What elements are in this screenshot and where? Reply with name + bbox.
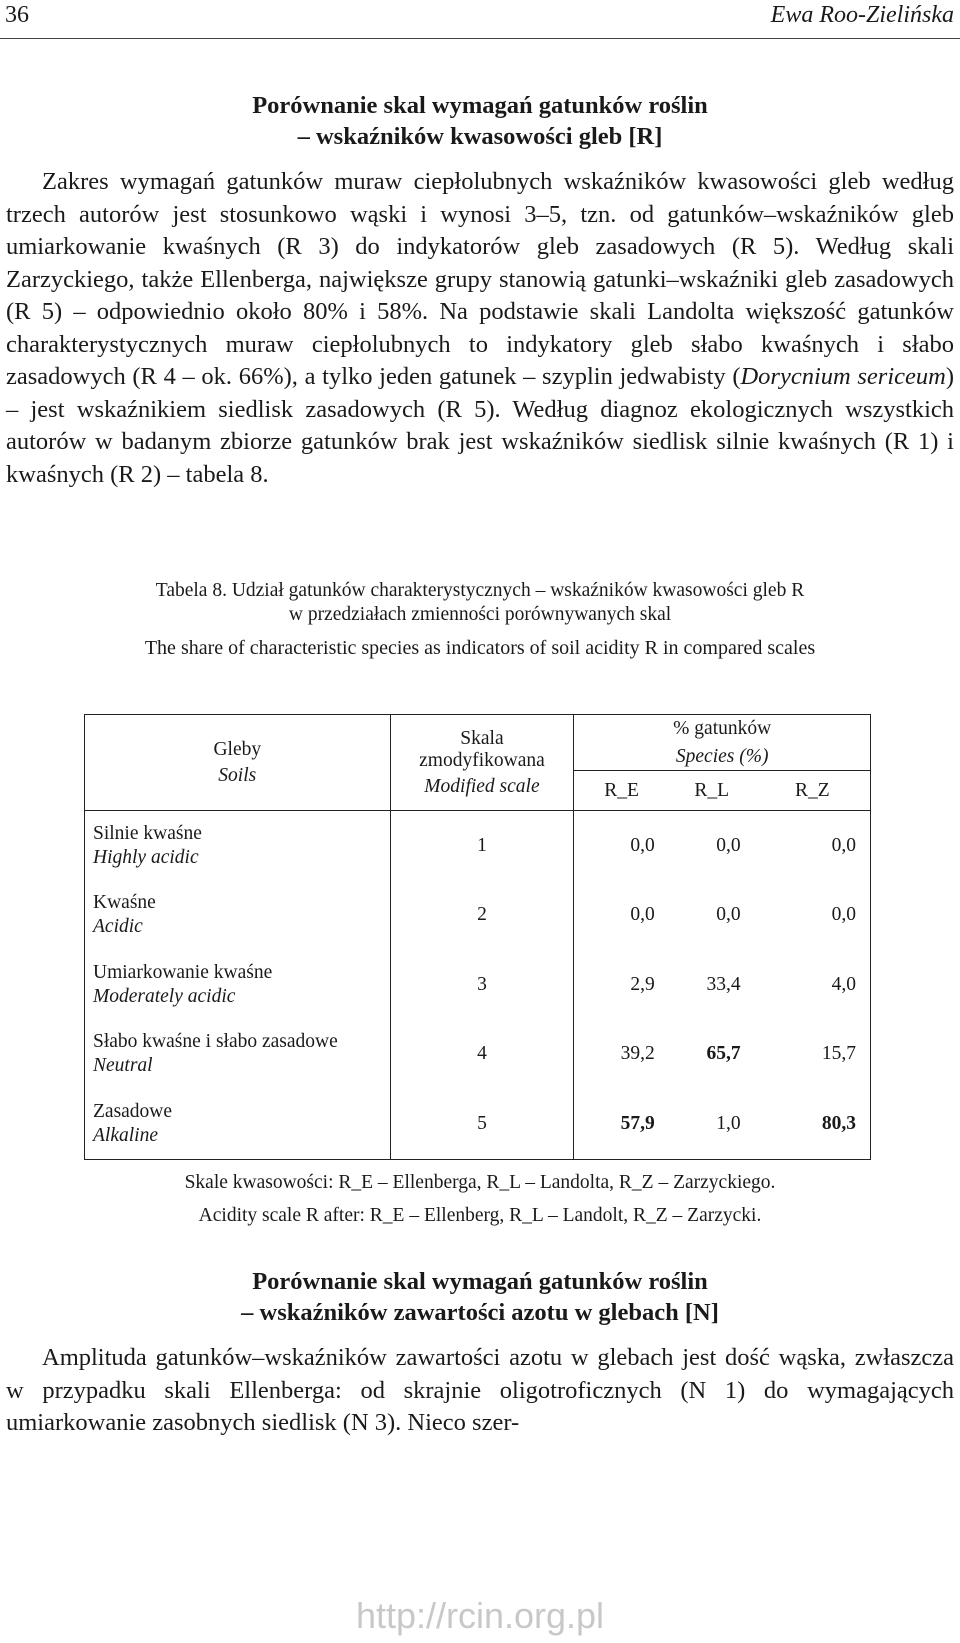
soil-name-en: Moderately acidic — [93, 985, 236, 1007]
soil-name-en: Neutral — [93, 1055, 153, 1077]
re-value: 0,0 — [630, 834, 655, 856]
rl-value: 65,7 — [706, 1043, 741, 1065]
caption-pl-line2: w przedziałach zmienności porównywanych skal — [288, 604, 672, 625]
table-caption-en: The share of characteristic species as indicators of soil acidity R in compared scales — [144, 637, 816, 659]
scale-value: 1 — [390, 811, 574, 881]
soil-name-en: Highly acidic — [93, 846, 199, 868]
section-title-acidity — [0, 90, 960, 152]
header-scale-en: Modified scale — [424, 775, 540, 797]
section-title-line1: Porównanie skal wymagań gatunków roślin — [252, 1268, 708, 1295]
soil-name-pl: Silnie kwaśne — [93, 822, 202, 844]
table-row — [85, 881, 871, 951]
header-species-pl: % gatunków — [673, 717, 772, 739]
header-soils-pl: Gleby — [213, 738, 262, 760]
nitrogen-paragraph — [6, 1342, 954, 1440]
soil-name-pl: Zasadowe — [93, 1101, 173, 1123]
table-legend-pl: Skale kwasowości: R_E – Ellenberga, R_L – Landolta, R_Z – Zarzyckiego. — [184, 1172, 776, 1193]
rl-value: 33,4 — [706, 973, 741, 995]
table-caption-pl — [0, 579, 960, 627]
header-scale-pl-1: Skala — [460, 727, 504, 749]
acidity-table — [84, 714, 871, 1160]
acidity-paragraph — [6, 166, 954, 491]
paragraph-text: Amplituda gatunków–wskaźników zawartości azotu w glebach jest dość wąska, zwłaszcza w przypadku skali Ellenberga: od skrajnie oligotroficznych (N 1) do wymagających umiarkowanie zasobnych siedlisk (N 3). Nieco szer- — [6, 1344, 954, 1436]
paragraph-text-start: Zakres wymagań gatunków muraw ciepłolubnych wskaźników kwasowości gleb według trzech autorów jest stosunkowo wąski i wynosi 3–5, tzn. od gatunków–wskaźników gleb umiarkowanie kwaśnych (R 3) do indykatorów gleb zasadowych (R 5). Według skali Zarzyckiego, także Ellenberga, największe grupy stanowią gatunki–wskaźniki gleb zasadowych (R 5) – odpowiednio około 80% i 58%. Na podstawie skali Landolta większość gatunków charakterystycznych muraw ciepłolubnych to indykatory gleb słabo kwaśnych i słabo zasadowych (R 4 – ok. 66%), a tylko jeden gatunek – szyplin jedwabisty ( — [6, 168, 954, 390]
header-scale — [390, 715, 574, 811]
scale-value: 3 — [390, 950, 574, 1020]
rz-value: 15,7 — [821, 1043, 856, 1065]
table-legend-en: Acidity scale R after: R_E – Ellenberg, R_L – Landolt, R_Z – Zarzycki. — [198, 1205, 762, 1226]
section-title-nitrogen — [0, 1266, 960, 1328]
re-value: 2,9 — [630, 973, 655, 995]
col-header-rz: R_Z — [755, 771, 871, 811]
running-author: Ewa Roo-Zielińska — [770, 2, 954, 28]
rz-value: 0,0 — [831, 904, 856, 926]
col-header-re: R_E — [574, 771, 669, 811]
table-row — [85, 1020, 871, 1090]
section-title-line2: – wskaźników kwasowości gleb [R] — [297, 123, 663, 150]
paragraph-text-end: ) – jest wskaźnikiem siedlisk zasadowych (R 5). Według diagnoz ekologicznych wszystkich autorów w badanym zbiorze gatunków brak jest wskaźników siedlisk silnie kwaśnych (R 1) i kwaśnych (R 2) – tabela 8. — [6, 363, 954, 488]
scale-value: 2 — [390, 881, 574, 951]
section-title-line1: Porównanie skal wymagań gatunków roślin — [252, 92, 708, 119]
table-row — [85, 811, 871, 881]
table-row — [85, 1089, 871, 1159]
species-name: Dorycnium sericeum — [740, 363, 946, 390]
re-value: 0,0 — [630, 904, 655, 926]
caption-pl-line1: Tabela 8. Udział gatunków charakterystycznych – wskaźników kwasowości gleb R — [155, 580, 805, 601]
section-title-line2: – wskaźników zawartości azotu w glebach [N] — [241, 1299, 719, 1326]
scale-value: 4 — [390, 1020, 574, 1090]
re-value: 57,9 — [620, 1113, 655, 1135]
header-species — [574, 715, 871, 771]
soil-name-pl: Umiarkowanie kwaśne — [93, 961, 273, 983]
rz-value: 0,0 — [831, 834, 856, 856]
rl-value: 1,0 — [716, 1113, 741, 1135]
rz-value: 80,3 — [821, 1113, 856, 1135]
table-row — [85, 950, 871, 1020]
re-value: 39,2 — [620, 1043, 655, 1065]
rl-value: 0,0 — [716, 834, 741, 856]
header-species-en: Species (%) — [675, 745, 769, 767]
soil-name-pl: Słabo kwaśne i słabo zasadowe — [93, 1031, 338, 1053]
header-soils — [85, 715, 391, 811]
rl-value: 0,0 — [716, 904, 741, 926]
page-number: 36 — [5, 2, 29, 28]
watermark-url: http://rcin.org.pl — [355, 1595, 605, 1636]
scale-value: 5 — [390, 1089, 574, 1159]
header-soils-en: Soils — [218, 764, 257, 786]
header-scale-pl-2: zmodyfikowana — [419, 749, 545, 771]
soil-name-en: Acidic — [93, 916, 143, 938]
soil-name-en: Alkaline — [93, 1125, 158, 1147]
page-header — [0, 0, 960, 39]
rz-value: 4,0 — [831, 973, 856, 995]
col-header-rl: R_L — [669, 771, 755, 811]
soil-name-pl: Kwaśne — [93, 892, 156, 914]
